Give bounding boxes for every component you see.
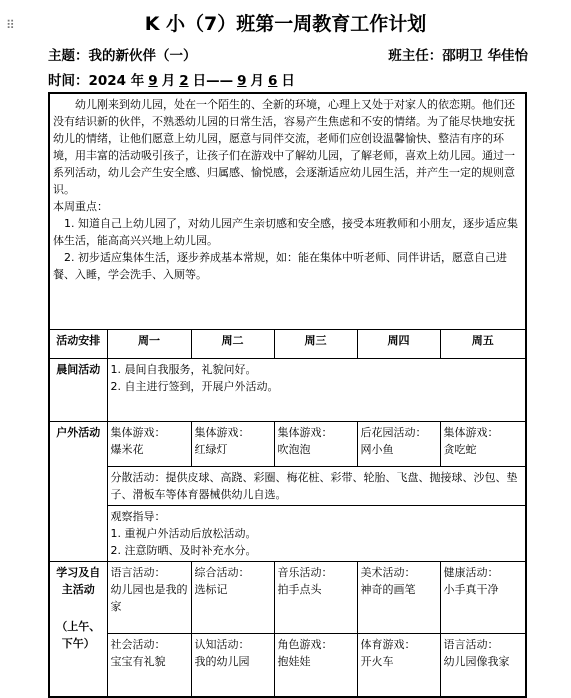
day-char: 日 (192, 73, 207, 89)
learning-thu-1[interactable] (357, 562, 440, 634)
activity-type: 后花园活动： (360, 426, 427, 439)
morning-content[interactable] (107, 359, 526, 422)
theme-value: 我的新伙伴（一） (88, 48, 197, 64)
day-tuesday: 周二 (191, 330, 274, 359)
learning-mon-2[interactable] (107, 634, 191, 698)
time-label: 时间： (48, 73, 89, 89)
activity-type: 认知活动： (194, 638, 250, 651)
activity-name: 神奇的画笔 (360, 583, 416, 596)
theme-label: 主题： (48, 48, 89, 64)
activity-name: 红绿灯 (194, 443, 228, 456)
guidance-2: 2. 注意防晒、及时补充水分。 (110, 544, 257, 557)
activity-type: 语言活动： (443, 638, 499, 651)
learning-tue-2[interactable] (191, 634, 274, 698)
activity-type: 集体游戏： (194, 426, 250, 439)
activity-name: 吹泡泡 (277, 443, 311, 456)
teacher-names: 邵明卫 华佳怡 (442, 48, 528, 64)
date-dash: —— (206, 73, 234, 89)
outdoor-guidance[interactable] (107, 506, 526, 562)
activity-type: 集体游戏： (443, 426, 499, 439)
end-month: 9 (237, 73, 247, 89)
day-thursday: 周四 (357, 330, 440, 359)
activity-type: 美术活动： (360, 566, 416, 579)
theme-row (48, 44, 528, 64)
learning-mon-1[interactable] (107, 562, 191, 634)
focus-item-1: 1. 知道自己上幼儿园了，对幼儿园产生亲切感和安全感，接受本班教师和小朋友，逐步适应集体生活，能高高兴兴地上幼儿园。 (53, 217, 518, 247)
learning-thu-2[interactable] (357, 634, 440, 698)
activity-name: 抱娃娃 (277, 655, 311, 668)
guidance-label: 观察指导： (110, 510, 166, 523)
start-day: 2 (179, 73, 189, 89)
drag-handle-icon[interactable]: ⠿ (6, 18, 14, 32)
day-wednesday: 周三 (274, 330, 357, 359)
activity-name: 幼儿园像我家 (443, 655, 510, 668)
month-char-2: 月 (250, 73, 264, 89)
activity-name: 选标记 (194, 583, 228, 596)
activity-name: 爆米花 (110, 443, 144, 456)
year: 2024 年 (88, 73, 145, 89)
activity-name: 小手真干净 (443, 583, 499, 596)
plan-table (48, 92, 527, 698)
activity-name: 拍手点头 (277, 583, 322, 596)
learning-label-2: 主活动 (61, 583, 95, 596)
activity-type: 综合活动： (194, 566, 250, 579)
activity-name: 幼儿园也是我的家 (110, 583, 188, 613)
page-title: K 小（7）班第一周教育工作计划 (144, 13, 427, 35)
activity-header: 活动安排 (49, 330, 107, 359)
learning-fri-2[interactable] (440, 634, 526, 698)
activity-type: 社会活动： (110, 638, 166, 651)
activity-type: 体育游戏： (360, 638, 416, 651)
outdoor-scattered[interactable]: 分散活动：提供皮球、高跷、彩圈、梅花桩、彩带、轮胎、飞盘、抛接球、沙包、垫子、滑板车等体育器械供幼儿自选。 (107, 467, 526, 506)
activity-type: 语言活动： (110, 566, 166, 579)
month-char: 月 (161, 73, 176, 89)
learning-wed-1[interactable] (274, 562, 357, 634)
day-monday: 周一 (107, 330, 191, 359)
outdoor-mon[interactable] (107, 422, 191, 467)
activity-name: 贪吃蛇 (443, 443, 477, 456)
guidance-1: 1. 重视户外活动后放松活动。 (110, 527, 257, 540)
time-row (48, 69, 295, 89)
outdoor-tue[interactable] (191, 422, 274, 467)
morning-line-2: 2. 自主进行签到，开展户外活动。 (110, 380, 279, 393)
outdoor-wed[interactable] (274, 422, 357, 467)
day-char-2: 日 (281, 73, 295, 89)
learning-tue-1[interactable] (191, 562, 274, 634)
outdoor-label: 户外活动 (49, 422, 107, 562)
activity-type: 健康活动： (443, 566, 499, 579)
end-day: 6 (268, 73, 278, 89)
morning-line-1: 1. 晨间自我服务，礼貌问好。 (110, 363, 257, 376)
activity-type: 集体游戏： (277, 426, 333, 439)
activity-name: 宝宝有礼貌 (110, 655, 166, 668)
activity-name: 我的幼儿园 (194, 655, 250, 668)
learning-label (49, 562, 107, 698)
learning-label-4: 下午） (61, 637, 95, 650)
teacher-info (388, 44, 528, 64)
outdoor-thu[interactable] (357, 422, 440, 467)
learning-label-3: （上午、 (56, 620, 101, 633)
activity-type: 集体游戏： (110, 426, 166, 439)
intro-paragraph: 幼儿刚来到幼儿园，处在一个陌生的、全新的环境，心理上又处于对家人的依恋期。他们还没有结识新的伙伴，不熟悉幼儿园的日常生活，容易产生焦虑和不安的情绪。为了能尽快地安抚幼儿的情绪，让他们愿意上幼儿园，愿意与同伴交流，老师们应创设温馨愉快、整洁有序的环境，用丰富的活动吸引孩子，让孩子们在游戏中了解幼儿园，了解老师，喜欢上幼儿园。通过一系列活动，幼儿会产生安全感、归属感、愉悦感，会逐渐适应幼儿园生活，并产生一定的规则意识。 (53, 98, 515, 196)
intro-cell[interactable] (49, 93, 526, 330)
activity-name: 网小鱼 (360, 443, 394, 456)
activity-type: 角色游戏： (277, 638, 333, 651)
start-month: 9 (148, 73, 158, 89)
morning-label: 晨间活动 (49, 359, 107, 422)
learning-fri-1[interactable] (440, 562, 526, 634)
teacher-label: 班主任： (388, 48, 443, 64)
day-friday: 周五 (440, 330, 526, 359)
learning-label-1: 学习及自 (56, 566, 101, 579)
learning-wed-2[interactable] (274, 634, 357, 698)
activity-type: 音乐活动： (277, 566, 333, 579)
outdoor-fri[interactable] (440, 422, 526, 467)
focus-label: 本周重点： (53, 200, 108, 213)
focus-item-2: 2. 初步适应集体生活，逐步养成基本常规，如：能在集体中听老师、同伴讲话，愿意自己进餐、入睡，学会洗手、入厕等。 (53, 251, 507, 281)
activity-name: 开火车 (360, 655, 394, 668)
